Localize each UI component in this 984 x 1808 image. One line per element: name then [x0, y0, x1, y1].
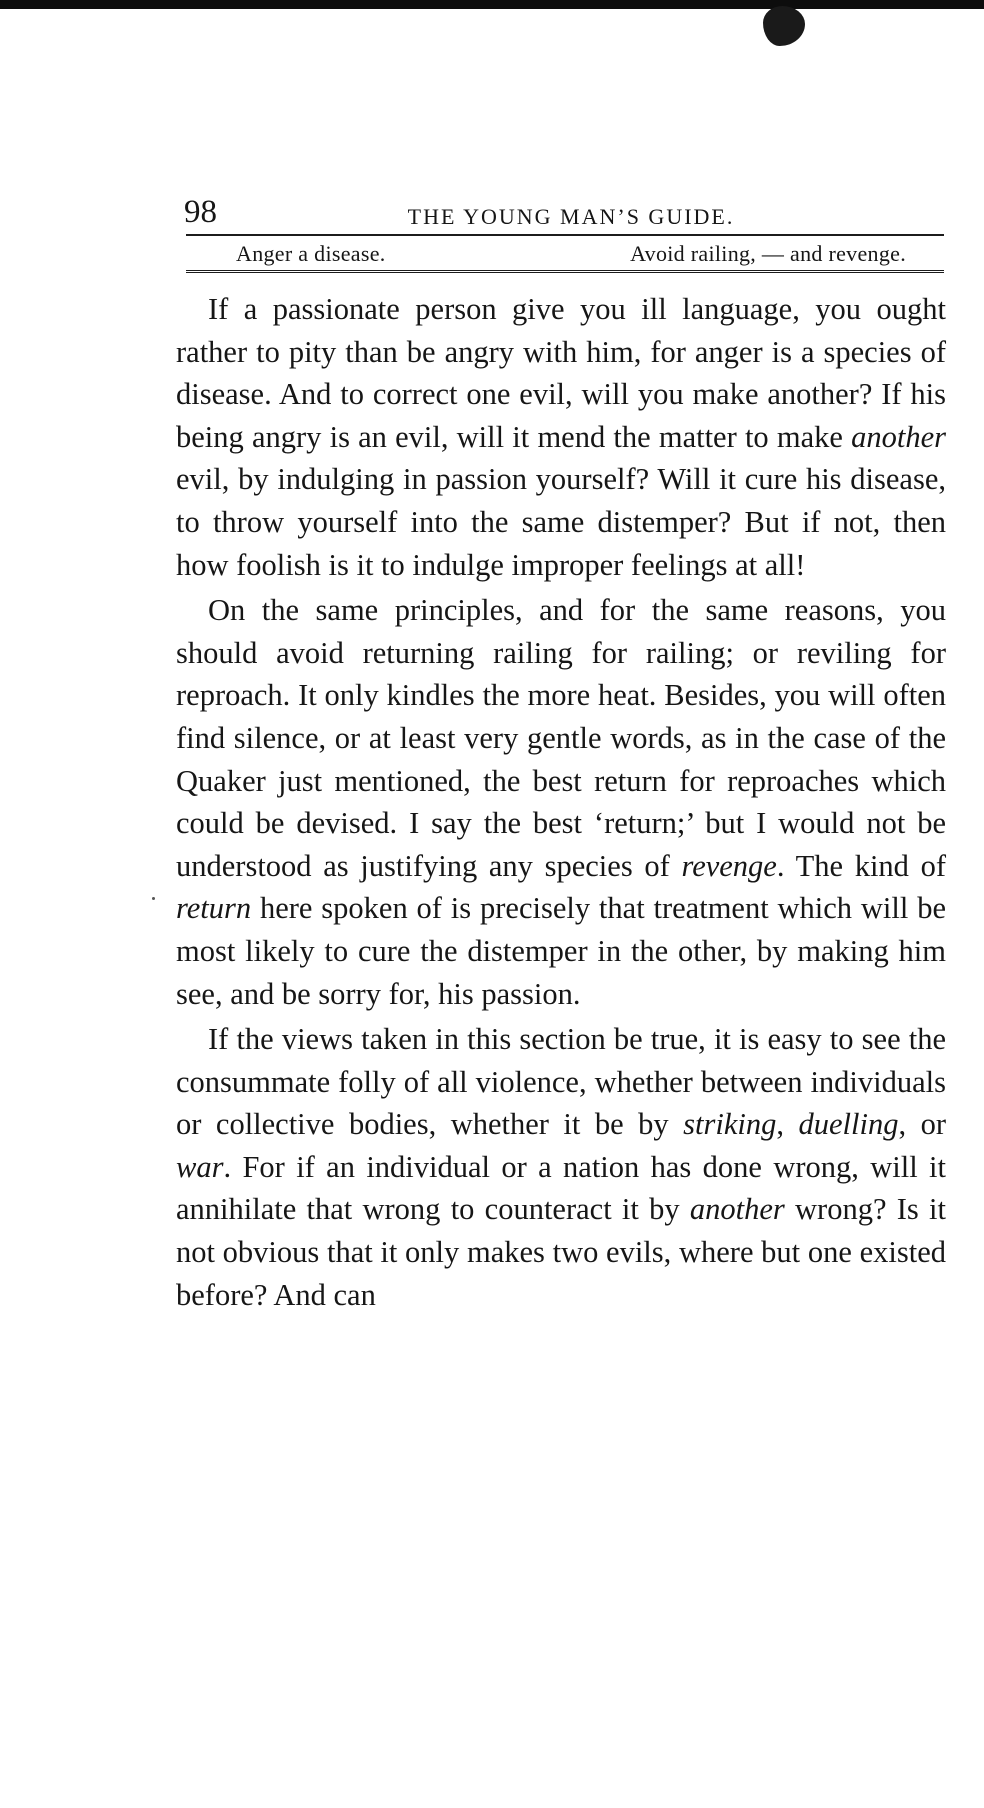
text-run: evil, by indulging in passion yourself? Will it cure his disease, to throw yourself into the same distemper? But if not, then how foolish is it to indulge improper feelings at all! [176, 462, 946, 582]
text-run: here spoken of is precisely that treatment which will be most likely to cure the distemper in the other, by making him see, and be sorry for, his passion. [176, 891, 946, 1011]
italic-text: duelling [798, 1107, 899, 1142]
ink-blot [763, 6, 805, 46]
italic-text: return [176, 891, 252, 926]
header-rule-bottom [186, 270, 944, 274]
text-run: , [776, 1107, 799, 1142]
paragraph [176, 589, 946, 1015]
italic-text: war [176, 1149, 224, 1184]
text-run: , or [898, 1107, 946, 1142]
text-run: . The kind of [776, 848, 946, 883]
paragraph [176, 1018, 946, 1316]
text-run: wrong? Is it not obvious that it only makes two evils, where but one existed before? And can [176, 1192, 946, 1312]
paragraph [176, 288, 946, 586]
side-notes [176, 236, 946, 270]
scan-top-edge [0, 0, 984, 9]
text-run: If a passionate person give you ill language, you ought rather to pity than be angry with him, for anger is a species of disease. And to correct one evil, will you make another? If his being angry is an evil, will it mend the matter to make [176, 292, 946, 454]
book-page [176, 186, 946, 1316]
italic-text: revenge [681, 848, 777, 883]
scan-speck [152, 897, 155, 900]
side-note-right: Avoid railing, — and revenge. [630, 241, 906, 266]
text-run: If the views taken in this section be true, it is easy to see the consummate folly of all violence, whether between individuals or collective bodies, whether it be by [176, 1022, 946, 1142]
italic-text: another [689, 1192, 785, 1227]
running-title: THE YOUNG MAN’S GUIDE. [407, 204, 735, 229]
body-text [176, 288, 946, 1316]
text-run: . For if an individual or a nation has done wrong, will it annihilate that wrong to counteract it by [176, 1149, 946, 1227]
page-number: 98 [184, 194, 217, 230]
page-header [176, 186, 946, 234]
text-run: On the same principles, and for the same reasons, you should avoid returning railing for railing; or reviling for reproach. It only kindles the more heat. Besides, you will often find silence, or at least very gentle words, as in the case of the Quaker just mentioned, the best return for reproaches which could be devised. I say the best ‘return;’ but I would not be understood as justifying any species of [176, 593, 946, 883]
italic-text: striking [683, 1107, 777, 1142]
side-note-left: Anger a disease. [236, 241, 386, 266]
italic-text: another [851, 419, 946, 454]
